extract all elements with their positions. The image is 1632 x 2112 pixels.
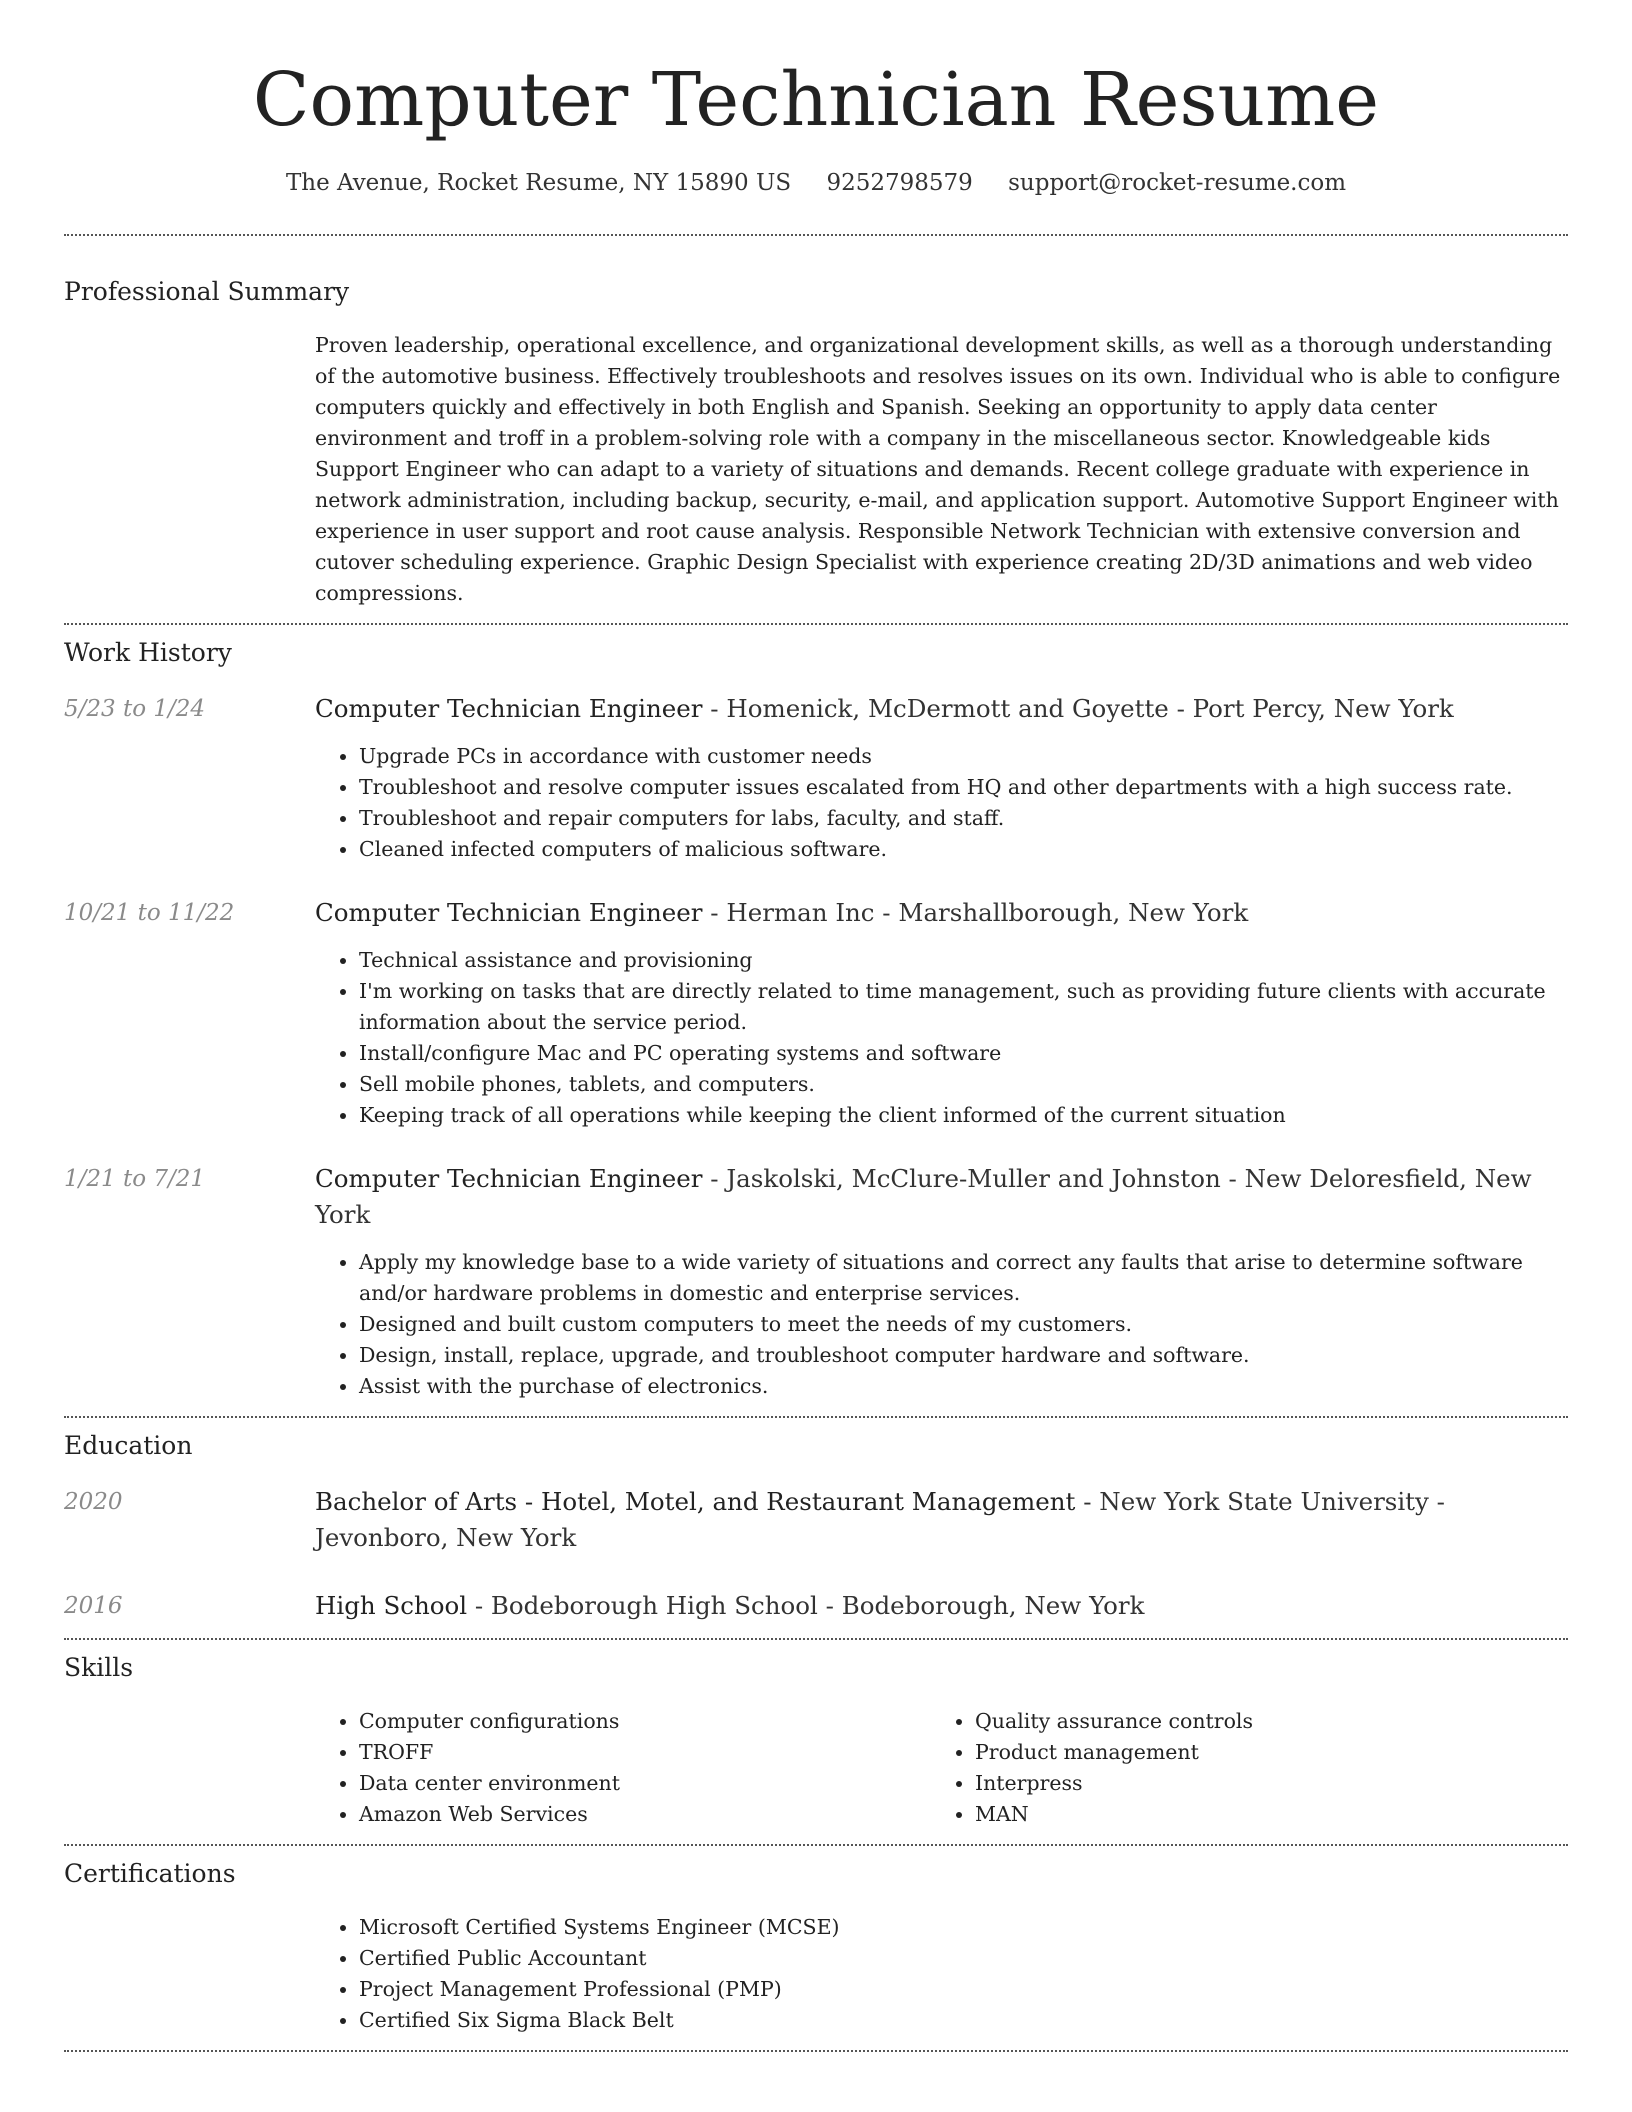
job-bullets xyxy=(315,741,1568,865)
list-item: • Upgrade PCs in accordance with customer needs xyxy=(359,741,1568,772)
job-bullets xyxy=(315,1247,1568,1402)
resume-title: Computer Technician Resume xyxy=(252,57,1380,143)
resume-page xyxy=(64,0,1568,2052)
certification-item: • Project Management Professional (PMP) xyxy=(359,1974,1568,2005)
job-details: - Jaskolski, McClure-Muller and Johnston - New Deloresfield, New York xyxy=(315,1164,1532,1229)
job-entry xyxy=(64,895,1568,1131)
contact-line xyxy=(64,166,1568,200)
job-details: - Herman Inc - Marshallborough, New York xyxy=(702,898,1249,927)
section-divider xyxy=(64,1844,1568,1846)
education-year: 2020 xyxy=(64,1489,123,1515)
education-degree: Bachelor of Arts - Hotel, Motel, and Restaurant Management xyxy=(315,1487,1076,1516)
job-header xyxy=(64,691,1568,727)
skills-column xyxy=(931,1706,1547,1830)
list-item: • Design, install, replace, upgrade, and troubleshoot computer hardware and software. xyxy=(359,1340,1568,1371)
job-heading xyxy=(315,1161,1568,1233)
education-entry xyxy=(64,1484,1568,1556)
job-position: Computer Technician Engineer xyxy=(315,1164,703,1193)
skills-column xyxy=(315,1706,931,1830)
section-title-work: Work History xyxy=(64,638,232,667)
list-item: • I'm working on tasks that are directly related to time management, such as providing future clients with accurate information about the service period. xyxy=(359,976,1568,1038)
education-degree: High School xyxy=(315,1591,468,1620)
section-divider xyxy=(64,1638,1568,1640)
email-text: support@rocket-resume.com xyxy=(1008,170,1347,196)
skill-item: • Data center environment xyxy=(359,1768,931,1799)
job-entry xyxy=(64,691,1568,865)
summary-text: Proven leadership, operational excellence, and organizational development skills, as well as a thorough understanding of the automotive business. Effectively troubleshoots and resolves issues on its own. Individual who is able to configure computers quickly and effectively in both English and Spanish. Seeking an opportunity to apply data center environment and troff in a problem-solving role with a company in the miscellaneous sector. Knowledgeable kids Support Engineer who can adapt to a variety of situations and demands. Recent college graduate with experience in network administration, including backup, security, e-mail, and application support. Automotive Support Engineer with experience in user support and root cause analysis. Responsible Network Technician with extensive conversion and cutover scheduling experience. Graphic Design Specialist with experience creating 2D/3D animations and web video compressions. xyxy=(315,333,1561,605)
certification-item: • Certified Public Accountant xyxy=(359,1943,1568,1974)
education-details: - Bodeborough High School - Bodeborough, New York xyxy=(467,1591,1145,1620)
job-dates: 10/21 to 11/22 xyxy=(64,900,235,926)
skill-item: • MAN xyxy=(975,1799,1547,1830)
certifications-list xyxy=(315,1912,1568,2036)
list-item: • Install/configure Mac and PC operating systems and software xyxy=(359,1038,1568,1069)
skill-item: • Product management xyxy=(975,1737,1547,1768)
section-divider xyxy=(64,2050,1568,2052)
education-entry xyxy=(64,1588,1568,1624)
education-heading xyxy=(315,1484,1568,1556)
section-title-summary: Professional Summary xyxy=(64,277,350,306)
skills-section xyxy=(64,1650,1568,1830)
section-title-certifications: Certifications xyxy=(64,1859,236,1888)
education-details: - New York State University - Jevonboro, New York xyxy=(315,1487,1445,1552)
list-item: • Sell mobile phones, tablets, and computers. xyxy=(359,1069,1568,1100)
education-heading xyxy=(315,1588,1568,1624)
job-dates: 5/23 to 1/24 xyxy=(64,696,206,722)
job-header xyxy=(64,1161,1568,1233)
address-text: The Avenue, Rocket Resume, NY 15890 US xyxy=(285,170,792,196)
certifications-section xyxy=(64,1856,1568,2036)
job-position: Computer Technician Engineer xyxy=(315,898,703,927)
phone-text: 9252798579 xyxy=(826,170,973,196)
list-item: • Assist with the purchase of electronics. xyxy=(359,1371,1568,1402)
job-entry xyxy=(64,1161,1568,1402)
section-title-skills: Skills xyxy=(64,1653,134,1682)
summary-section xyxy=(64,274,1568,609)
job-position: Computer Technician Engineer xyxy=(315,694,703,723)
section-divider xyxy=(64,623,1568,625)
skills-grid xyxy=(315,1706,1568,1830)
skill-item: • Amazon Web Services xyxy=(359,1799,931,1830)
certification-item: • Microsoft Certified Systems Engineer (MCSE) xyxy=(359,1912,1568,1943)
list-item: • Technical assistance and provisioning xyxy=(359,945,1568,976)
skill-item: • TROFF xyxy=(359,1737,931,1768)
section-divider xyxy=(64,1416,1568,1418)
list-item: • Cleaned infected computers of malicious software. xyxy=(359,834,1568,865)
list-item: • Apply my knowledge base to a wide variety of situations and correct any faults that arise to determine software and/or hardware problems in domestic and enterprise services. xyxy=(359,1247,1568,1309)
job-dates: 1/21 to 7/21 xyxy=(64,1166,206,1192)
job-bullets xyxy=(315,945,1568,1131)
list-item: • Troubleshoot and resolve computer issues escalated from HQ and other departments with a high success rate. xyxy=(359,772,1568,803)
job-heading xyxy=(315,691,1568,727)
list-item: • Keeping track of all operations while keeping the client informed of the current situation xyxy=(359,1100,1568,1131)
skill-item: • Computer configurations xyxy=(359,1706,931,1737)
job-header xyxy=(64,895,1568,931)
list-item: • Designed and built custom computers to meet the needs of my customers. xyxy=(359,1309,1568,1340)
list-item: • Troubleshoot and repair computers for labs, faculty, and staff. xyxy=(359,803,1568,834)
certification-item: • Certified Six Sigma Black Belt xyxy=(359,2005,1568,2036)
section-divider xyxy=(64,234,1568,236)
education-year: 2016 xyxy=(64,1593,123,1619)
skill-item: • Quality assurance controls xyxy=(975,1706,1547,1737)
skill-item: • Interpress xyxy=(975,1768,1547,1799)
job-heading xyxy=(315,895,1568,931)
job-details: - Homenick, McDermott and Goyette - Port Percy, New York xyxy=(702,694,1454,723)
section-title-education: Education xyxy=(64,1431,193,1460)
education-section xyxy=(64,1428,1568,1624)
work-section xyxy=(64,635,1568,1402)
